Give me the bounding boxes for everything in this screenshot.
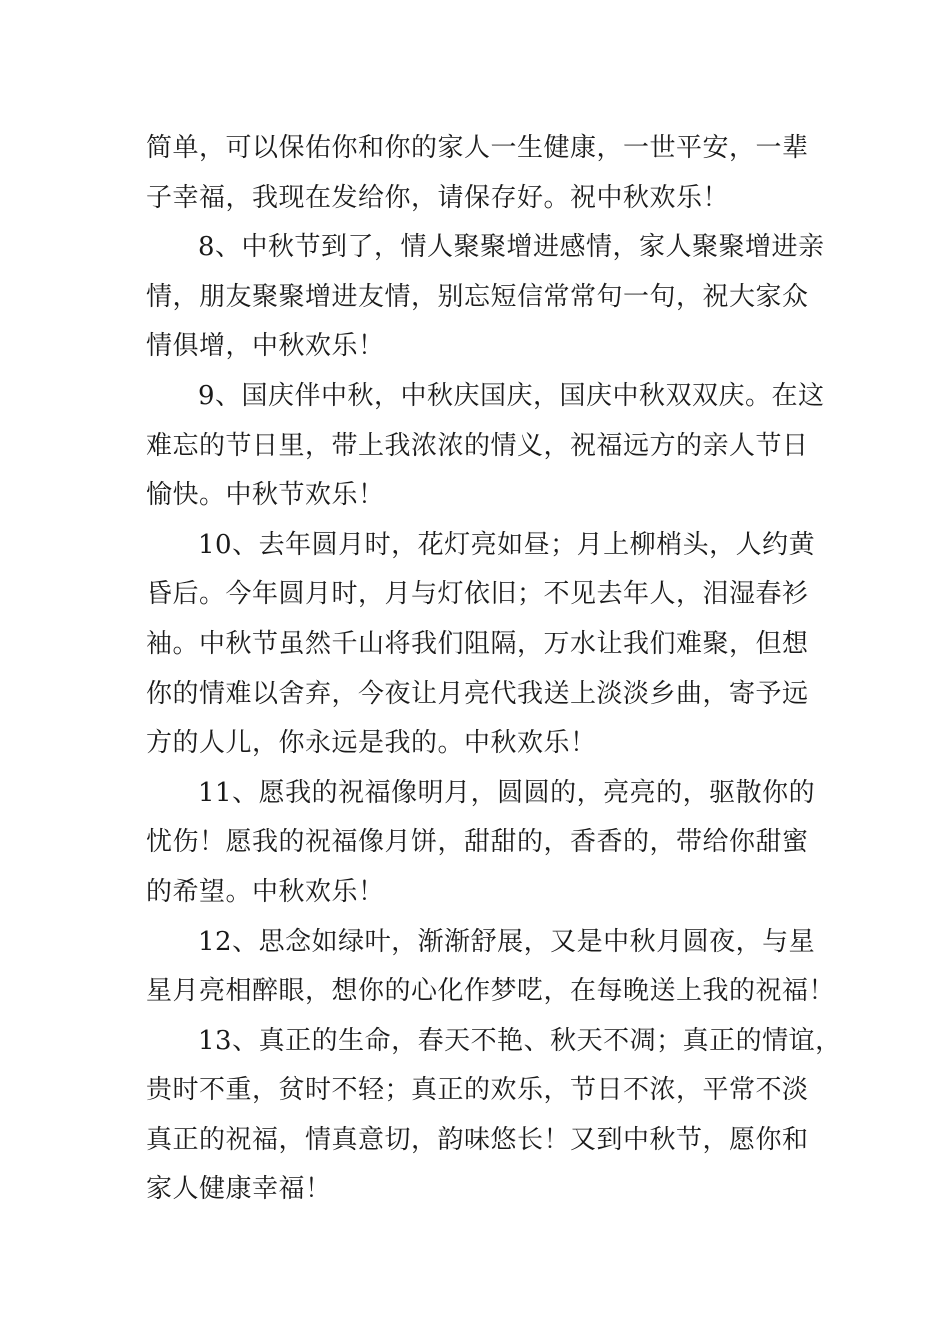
paragraph-line: 昏后。今年圆月时，月与灯依旧；不见去年人，泪湿春衫: [146, 579, 809, 610]
paragraph-11: [146, 769, 836, 918]
paragraph-8: [146, 223, 836, 372]
paragraph-line: 贵时不重，贫时不轻；真正的欢乐，节日不浓，平常不淡: [146, 1075, 809, 1106]
paragraph-line: 你的情难以舍弃，今夜让月亮代我送上淡淡乡曲，寄予远: [146, 678, 809, 709]
paragraph-line: 方的人儿，你永远是我的。中秋欢乐！: [146, 728, 597, 759]
paragraph-9: [146, 372, 836, 521]
paragraph-line: 11、愿我的祝福像明月，圆圆的，亮亮的，驱散你的: [198, 777, 816, 808]
paragraph-continued: [146, 124, 836, 223]
document-body: [146, 124, 842, 1215]
paragraph-12: [146, 918, 836, 1017]
paragraph-line: 9、国庆伴中秋，中秋庆国庆，国庆中秋双双庆。在这: [198, 380, 825, 411]
paragraph-line: 简单，可以保佑你和你的家人一生健康，一世平安，一辈: [146, 133, 809, 163]
paragraph-line: 家人健康幸福！: [146, 1174, 332, 1205]
paragraph-line: 星月亮相醉眼，想你的心化作梦呓，在每晚送上我的祝福！: [146, 976, 836, 1007]
paragraph-line: 13、真正的生命，春天不艳、秋天不凋；真正的情谊，: [198, 1025, 842, 1056]
paragraph-13: [146, 1017, 842, 1215]
paragraph-line: 12、思念如绿叶，渐渐舒展，又是中秋月圆夜，与星: [198, 926, 816, 957]
paragraph-line: 难忘的节日里，带上我浓浓的情义，祝福远方的亲人节日: [146, 430, 809, 461]
paragraph-line: 情，朋友聚聚增进友情，别忘短信常常句一句，祝大家众: [146, 281, 809, 312]
paragraph-line: 子幸福，我现在发给你，请保存好。祝中秋欢乐！: [146, 182, 730, 213]
paragraph-line: 忧伤！愿我的祝福像月饼，甜甜的，香香的，带给你甜蜜: [146, 827, 809, 858]
paragraph-line: 10、去年圆月时，花灯亮如昼；月上柳梢头，人约黄: [198, 529, 816, 560]
paragraph-10: [146, 521, 836, 769]
paragraph-line: 袖。中秋节虽然千山将我们阻隔，万水让我们难聚，但想: [146, 628, 809, 659]
paragraph-line: 的希望。中秋欢乐！: [146, 876, 385, 907]
paragraph-line: 真正的祝福，情真意切，韵味悠长！又到中秋节，愿你和: [146, 1124, 809, 1155]
paragraph-line: 愉快。中秋节欢乐！: [146, 480, 385, 511]
paragraph-line: 8、中秋节到了，情人聚聚增进感情，家人聚聚增进亲: [198, 232, 825, 263]
paragraph-line: 情俱增，中秋欢乐！: [146, 331, 385, 362]
